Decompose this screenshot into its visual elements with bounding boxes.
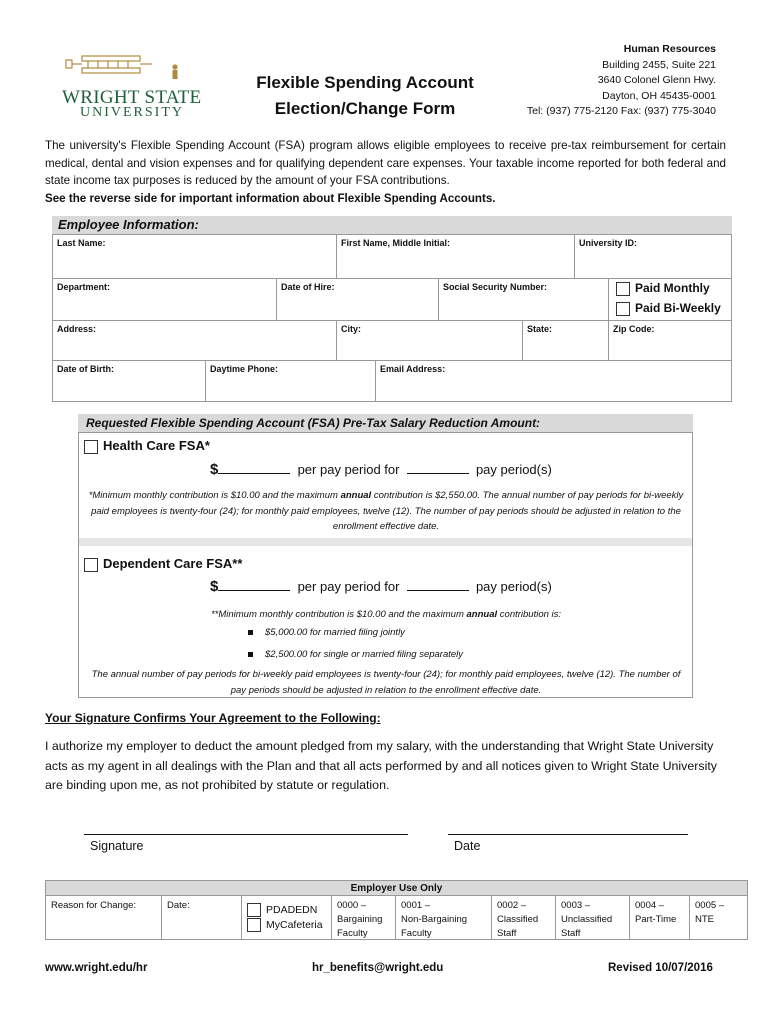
- dep-amount-input[interactable]: [218, 579, 290, 591]
- code-0005: 0005 –: [695, 900, 725, 911]
- dep-bullet-2: [248, 649, 463, 660]
- paid-monthly-label: Paid Monthly: [635, 281, 710, 295]
- code-0005-cell: [690, 896, 747, 939]
- health-care-checkbox[interactable]: [84, 440, 98, 454]
- ssn-field[interactable]: [439, 279, 609, 321]
- dep-bullet-1-text: $5,000.00 for married filing jointly: [265, 627, 405, 638]
- paid-biweekly-label: Paid Bi-Weekly: [635, 301, 721, 315]
- health-note-b: contribution is $2,550.00. The annual number of pay periods for bi-weekly paid employees is twenty-four (24); for monthly paid employees, twelve (12). The number of pay periods should be adjusted in relation to the enrollment effective date.: [91, 490, 684, 532]
- health-amount-input[interactable]: [218, 462, 290, 474]
- last-name-label: Last Name:: [57, 238, 106, 248]
- health-pay-periods: pay period(s): [475, 462, 552, 477]
- health-dollar-sign: $: [210, 461, 219, 478]
- code-0002-desc1: Classified: [497, 914, 539, 925]
- dependent-care-option[interactable]: [84, 556, 242, 572]
- dep-bullet-1: [248, 627, 405, 638]
- reason-label: Reason for Change:: [51, 900, 137, 911]
- dob-label: Date of Birth:: [57, 364, 114, 374]
- dep-pay-periods: pay period(s): [475, 579, 552, 594]
- university-id-label: University ID:: [579, 238, 638, 248]
- employer-use-table: [45, 896, 748, 940]
- dependent-care-note: [84, 607, 688, 623]
- code-0000-desc1: Bargaining: [337, 914, 383, 925]
- signature-heading: Your Signature Confirms Your Agreement to the Following:: [45, 711, 381, 725]
- dep-note-annual: annual: [466, 609, 498, 620]
- hr-dept: Human Resources: [623, 43, 716, 55]
- address-label: Address:: [57, 324, 97, 334]
- hr-address-1: Building 2455, Suite 221: [602, 58, 716, 71]
- employee-info-grid: [52, 234, 732, 402]
- email-label: Email Address:: [380, 364, 446, 374]
- employee-info-heading: Employee Information:: [52, 216, 732, 234]
- department-label: Department:: [57, 282, 111, 292]
- ssn-label: Social Security Number:: [443, 282, 548, 292]
- date-of-hire-field[interactable]: [277, 279, 439, 321]
- footer-revised: Revised 10/07/2016: [608, 962, 713, 974]
- health-care-amount-line: [210, 461, 552, 478]
- code-0000-desc2: Faculty: [337, 928, 368, 939]
- code-0004-cell: [630, 896, 690, 939]
- paid-biweekly-checkbox[interactable]: [616, 302, 630, 316]
- daytime-phone-label: Daytime Phone:: [210, 364, 279, 374]
- state-field[interactable]: [523, 321, 609, 361]
- dep-periods-input[interactable]: [407, 579, 469, 591]
- dependent-care-checkbox[interactable]: [84, 558, 98, 572]
- date-caption: Date: [454, 839, 481, 853]
- logo-subtitle: UNIVERSITY: [80, 105, 184, 120]
- hr-phone-fax: Tel: (937) 775-2120 Fax: (937) 775-3040: [526, 105, 716, 117]
- code-0005-desc1: NTE: [695, 914, 714, 925]
- code-0003-cell: [556, 896, 630, 939]
- form-title-line2: Election/Change Form: [274, 99, 456, 118]
- paid-monthly-checkbox[interactable]: [616, 282, 630, 296]
- daytime-phone-field[interactable]: [206, 361, 376, 402]
- code-0002: 0002 –: [497, 900, 527, 911]
- dep-dollar-sign: $: [210, 578, 219, 595]
- date-cell[interactable]: [162, 896, 242, 939]
- code-0001: 0001 –: [401, 900, 431, 911]
- code-0003: 0003 –: [561, 900, 591, 911]
- mycafeteria-checkbox[interactable]: [247, 918, 261, 932]
- zip-code-label: Zip Code:: [613, 324, 655, 334]
- first-name-field[interactable]: [337, 235, 575, 279]
- dep-note-a: **Minimum monthly contribution is $10.00 and the maximum: [210, 609, 467, 620]
- code-0003-desc1: Unclassified: [561, 914, 613, 925]
- code-0001-desc2: Faculty: [401, 928, 432, 939]
- code-0002-desc2: Staff: [497, 928, 517, 939]
- bullet-square-icon: [248, 630, 253, 635]
- dep-bullet-2-text: $2,500.00 for single or married filing separately: [265, 649, 464, 660]
- city-field[interactable]: [337, 321, 523, 361]
- address-field[interactable]: [53, 321, 337, 361]
- footer-website-link[interactable]: www.wright.edu/hr: [45, 962, 148, 974]
- health-care-label: Health Care FSA*: [103, 438, 210, 453]
- system-options-cell: [242, 896, 332, 939]
- health-note-annual: annual: [340, 490, 372, 501]
- intro-text: The university's Flexible Spending Account (FSA) program allows eligible employees to receive pre-tax reimbursement for certain medical, dental and vision expenses and for qualifying dependent care expenses. Your taxable income reported for both federal and state income tax purposes is reduced by the amount of your FSA contributions.: [45, 139, 726, 187]
- date-of-hire-label: Date of Hire:: [281, 282, 335, 292]
- dependent-care-label: Dependent Care FSA**: [103, 556, 243, 571]
- zip-code-field[interactable]: [609, 321, 732, 361]
- form-title-line1: Flexible Spending Account: [256, 73, 474, 92]
- mycafeteria-label: MyCafeteria: [266, 919, 323, 932]
- department-field[interactable]: [53, 279, 277, 321]
- first-name-label: First Name, Middle Initial:: [341, 238, 451, 248]
- form-title: [240, 70, 490, 122]
- code-0004: 0004 –: [635, 900, 665, 911]
- dependent-care-amount-line: [210, 578, 552, 595]
- paid-biweekly-option[interactable]: [616, 301, 721, 316]
- dob-field[interactable]: [53, 361, 206, 402]
- authorization-text: I authorize my employer to deduct the amount pledged from my salary, with the understanding that Wright State University acts as my agent in all dealings with the Plan and that all acts performed by and all notices given to Wright State University are binding upon me, as not prohibited by statute or regulation.: [45, 739, 717, 792]
- signature-caption: Signature: [90, 839, 144, 853]
- code-0000-cell: [332, 896, 396, 939]
- footer-email-link[interactable]: hr_benefits@wright.edu: [312, 962, 444, 974]
- fsa-separator: [79, 538, 692, 546]
- signature-line[interactable]: [84, 834, 408, 835]
- code-0000: 0000 –: [337, 900, 367, 911]
- health-periods-input[interactable]: [407, 462, 469, 474]
- pdadedn-label: PDADEDN: [266, 904, 318, 916]
- dep-per-pay-period: per pay period for: [297, 579, 400, 594]
- fsa-heading: Requested Flexible Spending Account (FSA) Pre-Tax Salary Reduction Amount:: [78, 414, 693, 432]
- health-care-option[interactable]: [84, 438, 210, 454]
- hr-address-3: Dayton, OH 45435-0001: [602, 89, 716, 102]
- code-0003-desc2: Staff: [561, 928, 581, 939]
- dep-note-b: contribution is:: [497, 609, 562, 620]
- code-0001-desc1: Non-Bargaining: [401, 914, 468, 925]
- intro-paragraph: [45, 137, 726, 207]
- employer-use-heading: Employer Use Only: [45, 880, 748, 896]
- code-0001-cell: [396, 896, 492, 939]
- reason-for-change-cell[interactable]: [46, 896, 162, 939]
- dependent-care-note-2: The annual number of pay periods for bi-weekly paid employees is twenty-four (24); for monthly paid employees, twelve (12). The number of pay periods should be adjusted in relation to the enrollment effective date.: [91, 669, 681, 696]
- last-name-field[interactable]: [53, 235, 337, 279]
- intro-bold-note: See the reverse side for important information about Flexible Spending Accounts.: [45, 191, 496, 205]
- hr-address-2: 3640 Colonel Glenn Hwy.: [597, 74, 716, 86]
- code-0002-cell: [492, 896, 556, 939]
- logo-wordmark: WRIGHT STATE: [62, 87, 202, 108]
- university-id-field[interactable]: [575, 235, 732, 279]
- state-label: State:: [527, 324, 553, 334]
- health-per-pay-period: per pay period for: [297, 462, 400, 477]
- pdadedn-checkbox[interactable]: [247, 903, 261, 917]
- hr-contact-block: [480, 42, 716, 120]
- email-field[interactable]: [376, 361, 732, 402]
- employer-date-label: Date:: [167, 900, 190, 911]
- paid-monthly-option[interactable]: [616, 281, 710, 296]
- city-label: City:: [341, 324, 361, 334]
- code-0004-desc1: Part-Time: [635, 914, 677, 925]
- mycafeteria-option[interactable]: [247, 918, 326, 932]
- health-care-note: [84, 488, 688, 535]
- pdadedn-option[interactable]: [247, 903, 326, 917]
- bullet-square-icon: [248, 652, 253, 657]
- date-line[interactable]: [448, 834, 688, 835]
- health-note-a: *Minimum monthly contribution is $10.00 and the maximum: [88, 490, 341, 501]
